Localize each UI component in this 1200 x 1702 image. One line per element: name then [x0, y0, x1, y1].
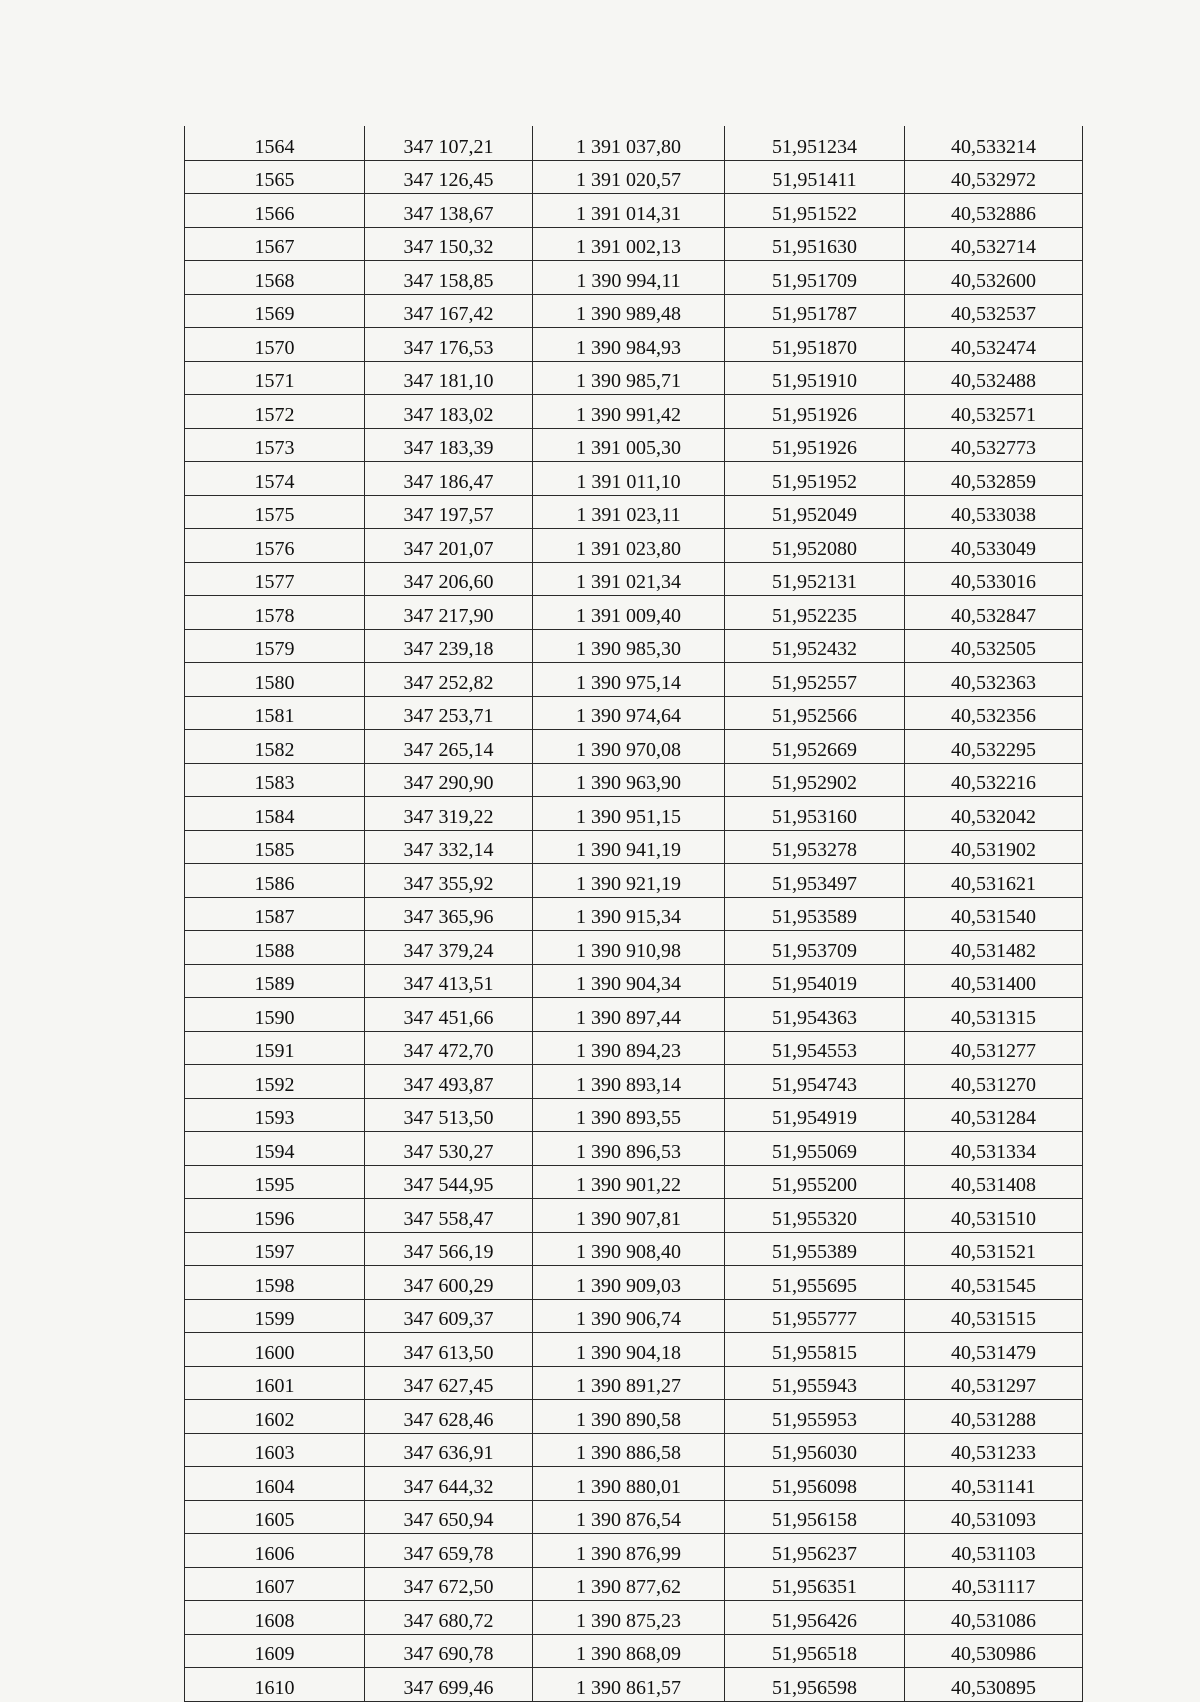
x-coordinate-cell: 347 183,02	[365, 395, 533, 429]
point-number-cell: 1597	[185, 1232, 365, 1266]
longitude-cell: 40,531545	[905, 1266, 1083, 1300]
longitude-cell: 40,531277	[905, 1031, 1083, 1065]
latitude-cell: 51,951926	[725, 428, 905, 462]
point-number-cell: 1570	[185, 328, 365, 362]
y-coordinate-cell: 1 390 906,74	[533, 1299, 725, 1333]
point-number-cell: 1583	[185, 763, 365, 797]
point-number-cell: 1565	[185, 160, 365, 194]
x-coordinate-cell: 347 201,07	[365, 529, 533, 563]
table-row	[185, 663, 1083, 697]
longitude-cell: 40,533214	[905, 127, 1083, 161]
point-number-cell: 1574	[185, 462, 365, 496]
table-row	[185, 1534, 1083, 1568]
x-coordinate-cell: 347 659,78	[365, 1534, 533, 1568]
longitude-cell: 40,531086	[905, 1601, 1083, 1635]
x-coordinate-cell: 347 530,27	[365, 1132, 533, 1166]
table-row	[185, 1266, 1083, 1300]
longitude-cell: 40,533038	[905, 495, 1083, 529]
longitude-cell: 40,532488	[905, 361, 1083, 395]
y-coordinate-cell: 1 391 011,10	[533, 462, 725, 496]
point-number-cell: 1579	[185, 629, 365, 663]
point-number-cell: 1571	[185, 361, 365, 395]
point-number-cell: 1581	[185, 696, 365, 730]
table-row	[185, 160, 1083, 194]
table-row	[185, 395, 1083, 429]
longitude-cell: 40,532356	[905, 696, 1083, 730]
latitude-cell: 51,952235	[725, 596, 905, 630]
longitude-cell: 40,532474	[905, 328, 1083, 362]
y-coordinate-cell: 1 390 894,23	[533, 1031, 725, 1065]
x-coordinate-cell: 347 413,51	[365, 964, 533, 998]
point-number-cell: 1584	[185, 797, 365, 831]
latitude-cell: 51,956598	[725, 1668, 905, 1702]
x-coordinate-cell: 347 239,18	[365, 629, 533, 663]
longitude-cell: 40,531288	[905, 1400, 1083, 1434]
longitude-cell: 40,531117	[905, 1567, 1083, 1601]
x-coordinate-cell: 347 690,78	[365, 1634, 533, 1668]
y-coordinate-cell: 1 390 890,58	[533, 1400, 725, 1434]
latitude-cell: 51,952902	[725, 763, 905, 797]
longitude-cell: 40,531515	[905, 1299, 1083, 1333]
y-coordinate-cell: 1 390 893,14	[533, 1065, 725, 1099]
latitude-cell: 51,955320	[725, 1199, 905, 1233]
longitude-cell: 40,531141	[905, 1467, 1083, 1501]
y-coordinate-cell: 1 390 975,14	[533, 663, 725, 697]
point-number-cell: 1590	[185, 998, 365, 1032]
y-coordinate-cell: 1 390 886,58	[533, 1433, 725, 1467]
latitude-cell: 51,953497	[725, 864, 905, 898]
table-row	[185, 1400, 1083, 1434]
table-row	[185, 763, 1083, 797]
point-number-cell: 1587	[185, 897, 365, 931]
point-number-cell: 1596	[185, 1199, 365, 1233]
y-coordinate-cell: 1 390 876,54	[533, 1500, 725, 1534]
point-number-cell: 1564	[185, 127, 365, 161]
table-row	[185, 1098, 1083, 1132]
y-coordinate-cell: 1 390 921,19	[533, 864, 725, 898]
longitude-cell: 40,532847	[905, 596, 1083, 630]
x-coordinate-cell: 347 319,22	[365, 797, 533, 831]
point-number-cell: 1610	[185, 1668, 365, 1702]
latitude-cell: 51,956237	[725, 1534, 905, 1568]
y-coordinate-cell: 1 390 908,40	[533, 1232, 725, 1266]
point-number-cell: 1605	[185, 1500, 365, 1534]
x-coordinate-cell: 347 650,94	[365, 1500, 533, 1534]
latitude-cell: 51,952557	[725, 663, 905, 697]
x-coordinate-cell: 347 107,21	[365, 127, 533, 161]
x-coordinate-cell: 347 627,45	[365, 1366, 533, 1400]
point-number-cell: 1589	[185, 964, 365, 998]
y-coordinate-cell: 1 391 014,31	[533, 194, 725, 228]
latitude-cell: 51,954363	[725, 998, 905, 1032]
table-row	[185, 261, 1083, 295]
x-coordinate-cell: 347 613,50	[365, 1333, 533, 1367]
y-coordinate-cell: 1 390 915,34	[533, 897, 725, 931]
x-coordinate-cell: 347 544,95	[365, 1165, 533, 1199]
y-coordinate-cell: 1 390 891,27	[533, 1366, 725, 1400]
latitude-cell: 51,956098	[725, 1467, 905, 1501]
latitude-cell: 51,952080	[725, 529, 905, 563]
y-coordinate-cell: 1 390 877,62	[533, 1567, 725, 1601]
x-coordinate-cell: 347 265,14	[365, 730, 533, 764]
y-coordinate-cell: 1 390 963,90	[533, 763, 725, 797]
latitude-cell: 51,953709	[725, 931, 905, 965]
latitude-cell: 51,952131	[725, 562, 905, 596]
x-coordinate-cell: 347 628,46	[365, 1400, 533, 1434]
coordinates-table-body	[185, 127, 1083, 1702]
table-row	[185, 562, 1083, 596]
x-coordinate-cell: 347 217,90	[365, 596, 533, 630]
x-coordinate-cell: 347 355,92	[365, 864, 533, 898]
longitude-cell: 40,531284	[905, 1098, 1083, 1132]
x-coordinate-cell: 347 206,60	[365, 562, 533, 596]
x-coordinate-cell: 347 379,24	[365, 931, 533, 965]
longitude-cell: 40,531540	[905, 897, 1083, 931]
point-number-cell: 1592	[185, 1065, 365, 1099]
longitude-cell: 40,531103	[905, 1534, 1083, 1568]
y-coordinate-cell: 1 390 901,22	[533, 1165, 725, 1199]
table-row	[185, 328, 1083, 362]
table-row	[185, 194, 1083, 228]
x-coordinate-cell: 347 558,47	[365, 1199, 533, 1233]
y-coordinate-cell: 1 390 876,99	[533, 1534, 725, 1568]
y-coordinate-cell: 1 390 861,57	[533, 1668, 725, 1702]
latitude-cell: 51,954743	[725, 1065, 905, 1099]
longitude-cell: 40,532773	[905, 428, 1083, 462]
table-row	[185, 1467, 1083, 1501]
table-row	[185, 931, 1083, 965]
coordinates-table	[184, 126, 1083, 1702]
table-row	[185, 1333, 1083, 1367]
longitude-cell: 40,532886	[905, 194, 1083, 228]
longitude-cell: 40,532859	[905, 462, 1083, 496]
x-coordinate-cell: 347 609,37	[365, 1299, 533, 1333]
y-coordinate-cell: 1 390 904,34	[533, 964, 725, 998]
point-number-cell: 1595	[185, 1165, 365, 1199]
longitude-cell: 40,531902	[905, 830, 1083, 864]
latitude-cell: 51,951411	[725, 160, 905, 194]
table-row	[185, 127, 1083, 161]
table-row	[185, 830, 1083, 864]
latitude-cell: 51,955777	[725, 1299, 905, 1333]
longitude-cell: 40,532600	[905, 261, 1083, 295]
latitude-cell: 51,956030	[725, 1433, 905, 1467]
y-coordinate-cell: 1 390 896,53	[533, 1132, 725, 1166]
y-coordinate-cell: 1 390 994,11	[533, 261, 725, 295]
table-row	[185, 1165, 1083, 1199]
longitude-cell: 40,531334	[905, 1132, 1083, 1166]
point-number-cell: 1575	[185, 495, 365, 529]
longitude-cell: 40,531297	[905, 1366, 1083, 1400]
x-coordinate-cell: 347 493,87	[365, 1065, 533, 1099]
x-coordinate-cell: 347 672,50	[365, 1567, 533, 1601]
y-coordinate-cell: 1 391 005,30	[533, 428, 725, 462]
point-number-cell: 1578	[185, 596, 365, 630]
latitude-cell: 51,955943	[725, 1366, 905, 1400]
table-row	[185, 1500, 1083, 1534]
longitude-cell: 40,532505	[905, 629, 1083, 663]
y-coordinate-cell: 1 390 989,48	[533, 294, 725, 328]
latitude-cell: 51,953589	[725, 897, 905, 931]
latitude-cell: 51,952049	[725, 495, 905, 529]
longitude-cell: 40,531521	[905, 1232, 1083, 1266]
latitude-cell: 51,953278	[725, 830, 905, 864]
longitude-cell: 40,531400	[905, 964, 1083, 998]
longitude-cell: 40,531621	[905, 864, 1083, 898]
x-coordinate-cell: 347 332,14	[365, 830, 533, 864]
table-row	[185, 1668, 1083, 1702]
latitude-cell: 51,954019	[725, 964, 905, 998]
latitude-cell: 51,951709	[725, 261, 905, 295]
y-coordinate-cell: 1 390 904,18	[533, 1333, 725, 1367]
y-coordinate-cell: 1 390 910,98	[533, 931, 725, 965]
table-row	[185, 1065, 1083, 1099]
y-coordinate-cell: 1 390 909,03	[533, 1266, 725, 1300]
point-number-cell: 1577	[185, 562, 365, 596]
y-coordinate-cell: 1 390 985,30	[533, 629, 725, 663]
table-row	[185, 864, 1083, 898]
latitude-cell: 51,955389	[725, 1232, 905, 1266]
latitude-cell: 51,951234	[725, 127, 905, 161]
table-row	[185, 964, 1083, 998]
y-coordinate-cell: 1 390 868,09	[533, 1634, 725, 1668]
table-row	[185, 462, 1083, 496]
point-number-cell: 1609	[185, 1634, 365, 1668]
y-coordinate-cell: 1 391 021,34	[533, 562, 725, 596]
latitude-cell: 51,955695	[725, 1266, 905, 1300]
x-coordinate-cell: 347 644,32	[365, 1467, 533, 1501]
longitude-cell: 40,531093	[905, 1500, 1083, 1534]
y-coordinate-cell: 1 390 970,08	[533, 730, 725, 764]
point-number-cell: 1608	[185, 1601, 365, 1635]
table-row	[185, 596, 1083, 630]
longitude-cell: 40,530986	[905, 1634, 1083, 1668]
y-coordinate-cell: 1 390 875,23	[533, 1601, 725, 1635]
point-number-cell: 1576	[185, 529, 365, 563]
x-coordinate-cell: 347 126,45	[365, 160, 533, 194]
point-number-cell: 1569	[185, 294, 365, 328]
point-number-cell: 1586	[185, 864, 365, 898]
longitude-cell: 40,531315	[905, 998, 1083, 1032]
table-row	[185, 797, 1083, 831]
latitude-cell: 51,951630	[725, 227, 905, 261]
table-row	[185, 1601, 1083, 1635]
latitude-cell: 51,955069	[725, 1132, 905, 1166]
longitude-cell: 40,533016	[905, 562, 1083, 596]
x-coordinate-cell: 347 150,32	[365, 227, 533, 261]
longitude-cell: 40,531479	[905, 1333, 1083, 1367]
y-coordinate-cell: 1 390 974,64	[533, 696, 725, 730]
point-number-cell: 1573	[185, 428, 365, 462]
point-number-cell: 1580	[185, 663, 365, 697]
table-row	[185, 1299, 1083, 1333]
x-coordinate-cell: 347 365,96	[365, 897, 533, 931]
longitude-cell: 40,531233	[905, 1433, 1083, 1467]
table-row	[185, 1366, 1083, 1400]
latitude-cell: 51,951787	[725, 294, 905, 328]
x-coordinate-cell: 347 680,72	[365, 1601, 533, 1635]
x-coordinate-cell: 347 158,85	[365, 261, 533, 295]
point-number-cell: 1585	[185, 830, 365, 864]
point-number-cell: 1566	[185, 194, 365, 228]
table-row	[185, 1232, 1083, 1266]
latitude-cell: 51,954553	[725, 1031, 905, 1065]
y-coordinate-cell: 1 391 002,13	[533, 227, 725, 261]
y-coordinate-cell: 1 391 037,80	[533, 127, 725, 161]
table-row	[185, 361, 1083, 395]
y-coordinate-cell: 1 390 907,81	[533, 1199, 725, 1233]
point-number-cell: 1598	[185, 1266, 365, 1300]
longitude-cell: 40,531408	[905, 1165, 1083, 1199]
latitude-cell: 51,952432	[725, 629, 905, 663]
longitude-cell: 40,531270	[905, 1065, 1083, 1099]
table-row	[185, 428, 1083, 462]
table-row	[185, 294, 1083, 328]
table-row	[185, 998, 1083, 1032]
longitude-cell: 40,530895	[905, 1668, 1083, 1702]
longitude-cell: 40,532042	[905, 797, 1083, 831]
latitude-cell: 51,951522	[725, 194, 905, 228]
x-coordinate-cell: 347 183,39	[365, 428, 533, 462]
longitude-cell: 40,532295	[905, 730, 1083, 764]
latitude-cell: 51,956158	[725, 1500, 905, 1534]
y-coordinate-cell: 1 391 020,57	[533, 160, 725, 194]
latitude-cell: 51,953160	[725, 797, 905, 831]
point-number-cell: 1607	[185, 1567, 365, 1601]
table-row	[185, 1132, 1083, 1166]
latitude-cell: 51,951870	[725, 328, 905, 362]
point-number-cell: 1599	[185, 1299, 365, 1333]
table-row	[185, 529, 1083, 563]
y-coordinate-cell: 1 391 023,80	[533, 529, 725, 563]
x-coordinate-cell: 347 451,66	[365, 998, 533, 1032]
x-coordinate-cell: 347 197,57	[365, 495, 533, 529]
y-coordinate-cell: 1 390 880,01	[533, 1467, 725, 1501]
point-number-cell: 1600	[185, 1333, 365, 1367]
x-coordinate-cell: 347 566,19	[365, 1232, 533, 1266]
table-row	[185, 227, 1083, 261]
point-number-cell: 1604	[185, 1467, 365, 1501]
latitude-cell: 51,954919	[725, 1098, 905, 1132]
x-coordinate-cell: 347 600,29	[365, 1266, 533, 1300]
latitude-cell: 51,951926	[725, 395, 905, 429]
x-coordinate-cell: 347 176,53	[365, 328, 533, 362]
point-number-cell: 1582	[185, 730, 365, 764]
table-row	[185, 629, 1083, 663]
table-row	[185, 495, 1083, 529]
latitude-cell: 51,951952	[725, 462, 905, 496]
y-coordinate-cell: 1 391 023,11	[533, 495, 725, 529]
x-coordinate-cell: 347 290,90	[365, 763, 533, 797]
y-coordinate-cell: 1 390 893,55	[533, 1098, 725, 1132]
x-coordinate-cell: 347 181,10	[365, 361, 533, 395]
y-coordinate-cell: 1 390 941,19	[533, 830, 725, 864]
point-number-cell: 1606	[185, 1534, 365, 1568]
x-coordinate-cell: 347 252,82	[365, 663, 533, 697]
longitude-cell: 40,532714	[905, 227, 1083, 261]
longitude-cell: 40,531510	[905, 1199, 1083, 1233]
latitude-cell: 51,956351	[725, 1567, 905, 1601]
y-coordinate-cell: 1 390 951,15	[533, 797, 725, 831]
latitude-cell: 51,952669	[725, 730, 905, 764]
table-row	[185, 1031, 1083, 1065]
point-number-cell: 1602	[185, 1400, 365, 1434]
longitude-cell: 40,531482	[905, 931, 1083, 965]
table-row	[185, 1199, 1083, 1233]
table-row	[185, 1567, 1083, 1601]
x-coordinate-cell: 347 699,46	[365, 1668, 533, 1702]
longitude-cell: 40,532972	[905, 160, 1083, 194]
x-coordinate-cell: 347 513,50	[365, 1098, 533, 1132]
point-number-cell: 1567	[185, 227, 365, 261]
point-number-cell: 1588	[185, 931, 365, 965]
longitude-cell: 40,533049	[905, 529, 1083, 563]
x-coordinate-cell: 347 472,70	[365, 1031, 533, 1065]
point-number-cell: 1568	[185, 261, 365, 295]
x-coordinate-cell: 347 138,67	[365, 194, 533, 228]
latitude-cell: 51,955815	[725, 1333, 905, 1367]
longitude-cell: 40,532216	[905, 763, 1083, 797]
point-number-cell: 1593	[185, 1098, 365, 1132]
latitude-cell: 51,955953	[725, 1400, 905, 1434]
point-number-cell: 1601	[185, 1366, 365, 1400]
point-number-cell: 1594	[185, 1132, 365, 1166]
table-row	[185, 1634, 1083, 1668]
table-row	[185, 696, 1083, 730]
latitude-cell: 51,952566	[725, 696, 905, 730]
y-coordinate-cell: 1 390 991,42	[533, 395, 725, 429]
x-coordinate-cell: 347 167,42	[365, 294, 533, 328]
latitude-cell: 51,951910	[725, 361, 905, 395]
point-number-cell: 1603	[185, 1433, 365, 1467]
x-coordinate-cell: 347 636,91	[365, 1433, 533, 1467]
latitude-cell: 51,955200	[725, 1165, 905, 1199]
latitude-cell: 51,956426	[725, 1601, 905, 1635]
latitude-cell: 51,956518	[725, 1634, 905, 1668]
table-row	[185, 730, 1083, 764]
y-coordinate-cell: 1 391 009,40	[533, 596, 725, 630]
longitude-cell: 40,532363	[905, 663, 1083, 697]
table-row	[185, 897, 1083, 931]
point-number-cell: 1572	[185, 395, 365, 429]
point-number-cell: 1591	[185, 1031, 365, 1065]
table-row	[185, 1433, 1083, 1467]
x-coordinate-cell: 347 253,71	[365, 696, 533, 730]
longitude-cell: 40,532537	[905, 294, 1083, 328]
longitude-cell: 40,532571	[905, 395, 1083, 429]
y-coordinate-cell: 1 390 897,44	[533, 998, 725, 1032]
y-coordinate-cell: 1 390 985,71	[533, 361, 725, 395]
y-coordinate-cell: 1 390 984,93	[533, 328, 725, 362]
x-coordinate-cell: 347 186,47	[365, 462, 533, 496]
